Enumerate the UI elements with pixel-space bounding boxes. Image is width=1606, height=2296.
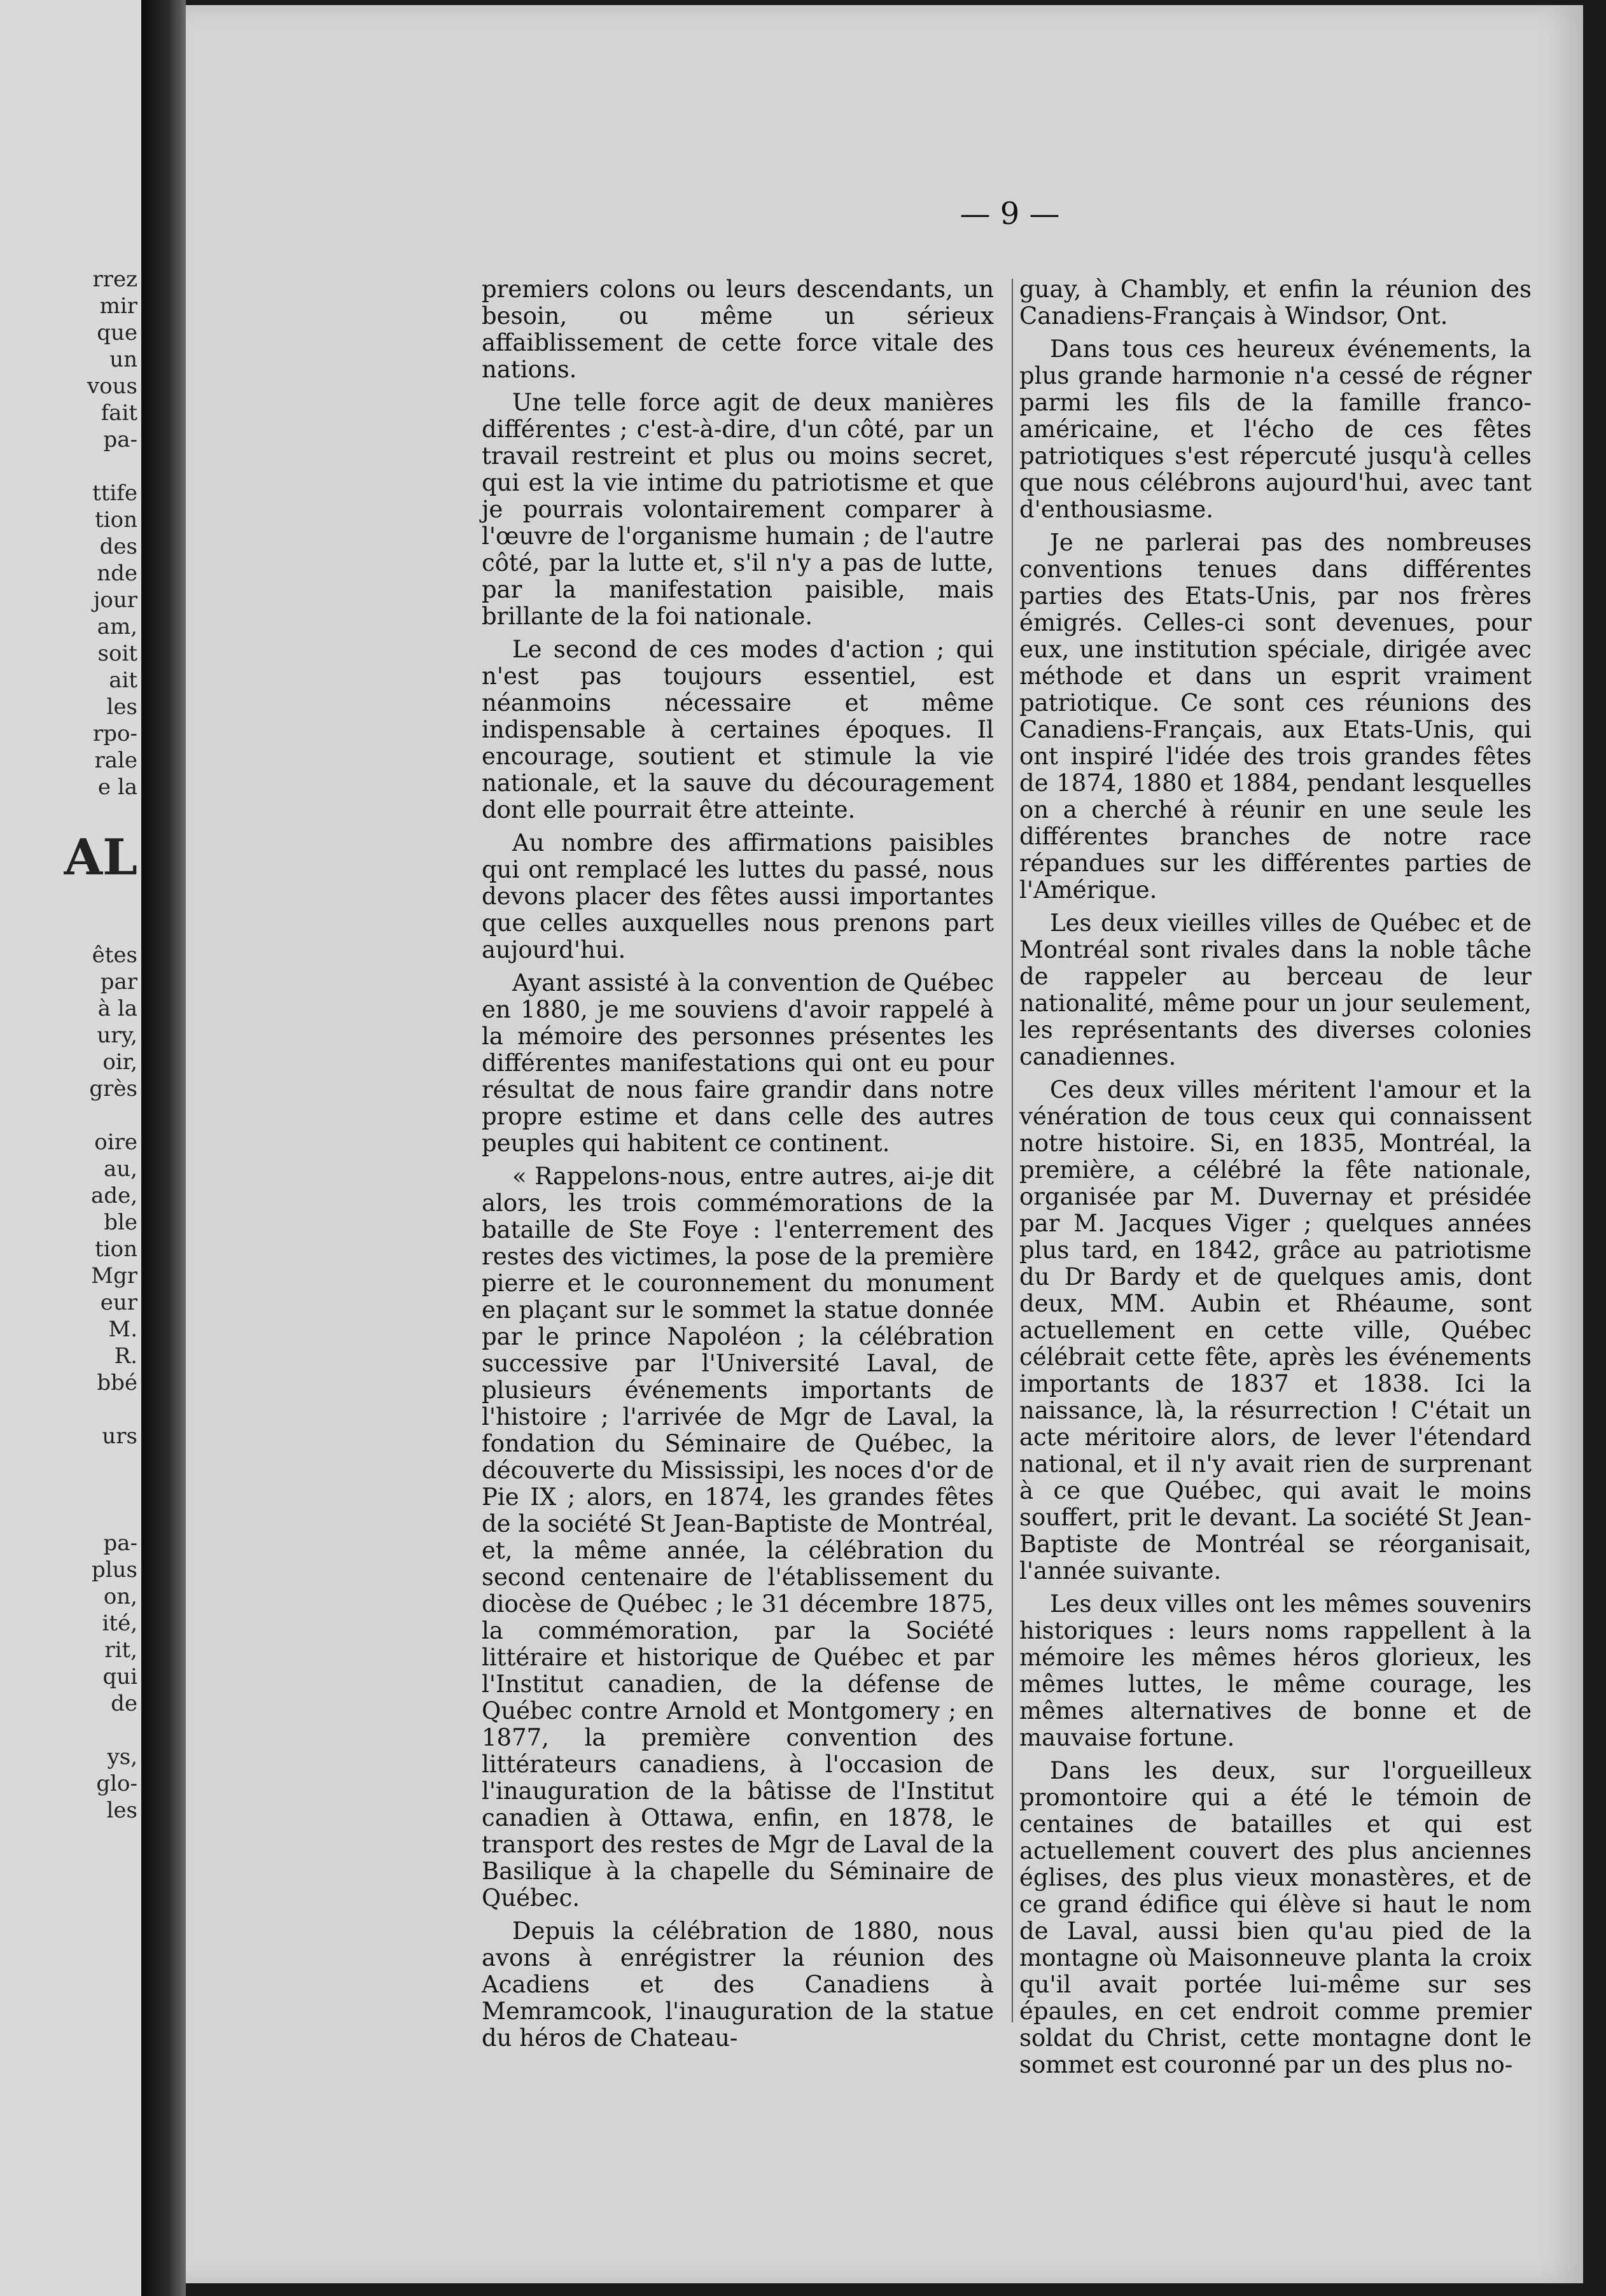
facing-page-fragment <box>4 915 137 942</box>
facing-page-fragment: oire <box>94 1130 137 1155</box>
facing-page-fragment: au, <box>104 1156 137 1182</box>
paragraph: Ayant assisté à la convention de Québec en 1880, je me souviens d'avoir rappelé à la mémoire des personnes présentes les différentes manifestations qui ont eu pour résultat de nous faire grandir dans notre propre estime et dans celle des autres peuples qui habitent ce continent. <box>482 969 994 1157</box>
facing-page-fragment: ait <box>109 668 137 693</box>
right-text-column <box>1019 276 1532 2085</box>
paragraph: premiers colons ou leurs descendants, un besoin, ou même un sérieux affaiblissement de cette force vitale des nations. <box>482 276 994 383</box>
facing-page-fragment <box>4 1396 137 1423</box>
paragraph: Le second de ces modes d'action ; qui n'est pas toujours essentiel, est néanmoins nécessaire et même indispensable à certaines époques. Il encourage, soutient et stimule la vie nationale, et la sauve du découragement dont elle pourrait être atteinte. <box>482 636 994 823</box>
facing-page-fragment: rit, <box>104 1637 137 1663</box>
left-text-column <box>482 276 994 2058</box>
facing-page-fragment: ury, <box>97 1023 137 1048</box>
paragraph: Les deux villes ont les mêmes souvenirs historiques : leurs noms rappellent à la mémoire les mêmes héros glorieux, les mêmes luttes, le même courage, les mêmes alternatives de bonne et de mauvaise fortune. <box>1019 1590 1532 1751</box>
facing-page-fragment <box>4 1503 137 1530</box>
facing-page-fragment: mir <box>99 293 137 319</box>
facing-page-fragment: par <box>100 969 137 995</box>
paragraph: Une telle force agit de deux manières différentes ; c'est-à-dire, d'un côté, par un travail restreint et plus ou moins secret, qui est la vie intime du patriotisme et que je pourrais volontairement comparer à l'œuvre de l'organisme humain ; de l'autre côté, par la lutte et, s'il n'y a pas de lutte, par la manifestation paisible, mais brillante de la foi nationale. <box>482 389 994 630</box>
facing-page-fragment: plus <box>92 1557 137 1583</box>
facing-page-fragment: am, <box>97 614 137 640</box>
paragraph: Dans les deux, sur l'orgueilleux promontoire qui a été le témoin de centaines de batailles et qui est actuellement couvert des plus anciennes églises, des plus vieux monastères, et de ce grand édifice qui élève si haut le nom de Laval, aussi bien qu'au pied de la montagne où Maisonneuve planta la croix qu'il avait portée lui-même sur ses épaules, en cet endroit comme premier soldat du Christ, cette montagne dont le sommet est couronné par un des plus no- <box>1019 1757 1532 2078</box>
page-number: — 9 — <box>960 196 1060 232</box>
facing-page-fragment: les <box>106 694 137 720</box>
facing-page-fragment <box>4 453 137 480</box>
facing-page-fragment: eur <box>100 1290 137 1315</box>
facing-page-fragment <box>4 1102 137 1129</box>
facing-page-fragment: glo- <box>96 1771 137 1796</box>
facing-page-fragment: fait <box>101 400 137 426</box>
paragraph: Dans tous ces heureux événements, la plus grande harmonie n'a cessé de régner parmi les fils de la famille franco-américaine, et l'écho de ces fêtes patriotiques s'est répercuté jusqu'à celles que nous célébrons aujourd'hui, avec tant d'enthousiasme. <box>1019 335 1532 523</box>
facing-page-fragment: rale <box>94 748 137 773</box>
paragraph: Au nombre des affirmations paisibles qui ont remplacé les luttes du passé, nous devons placer des fêtes aussi importantes que celles auxquelles nous prenons part aujourd'hui. <box>482 829 994 963</box>
facing-page-fragment: de <box>111 1691 137 1716</box>
facing-page-fragment: ble <box>104 1210 137 1235</box>
facing-page-fragment: M. <box>108 1317 137 1342</box>
facing-page-fragment: que <box>97 320 137 346</box>
facing-page-fragment: êtes <box>92 942 137 968</box>
paragraph: guay, à Chambly, et enfin la réunion des Canadiens-Français à Windsor, Ont. <box>1019 276 1532 330</box>
facing-page-fragment: AL <box>64 829 137 886</box>
facing-page-fragment: bbé <box>97 1370 137 1396</box>
facing-page-fragment: à la <box>97 996 137 1021</box>
facing-page-fragment: tion <box>95 507 137 533</box>
facing-page-fragment: urs <box>102 1424 137 1449</box>
facing-page-fragment: ade, <box>91 1183 137 1208</box>
facing-page-fragment <box>4 1717 137 1744</box>
facing-page-fragment: grès <box>89 1076 137 1102</box>
facing-page-fragment: un <box>109 347 137 372</box>
facing-page-fragment: pa- <box>103 1530 137 1556</box>
facing-page-fragment: les <box>106 1798 137 1823</box>
facing-page-fragment: R. <box>114 1343 137 1369</box>
facing-page-fragment: rpo- <box>93 721 137 746</box>
main-page <box>186 5 1583 2283</box>
facing-page-fragment: on, <box>103 1584 137 1609</box>
facing-page-fragment: ité, <box>102 1611 137 1636</box>
facing-page-fragment <box>4 801 137 827</box>
facing-page-edge <box>0 0 141 2296</box>
facing-page-fragment <box>4 1476 137 1503</box>
facing-page-fragment: e la <box>97 774 137 800</box>
facing-page-text-fragments <box>4 266 137 1824</box>
facing-page-fragment: pa- <box>103 427 137 452</box>
paragraph: Je ne parlerai pas des nombreuses conventions tenues dans différentes parties des Etats-Unis, par nos frères émigrés. Celles-ci sont devenues, pour eux, une institution spéciale, dirigée avec méthode et dans un esprit vraiment patriotique. Ce sont ces réunions des Canadiens-Français, aux Etats-Unis, qui ont inspiré l'idée des trois grandes fêtes de 1874, 1880 et 1884, pendant lesquelles on a cherché à réunir en une seule les différentes branches de notre race répandues sur les différentes parties de l'Amérique. <box>1019 529 1532 904</box>
book-gutter <box>141 0 186 2296</box>
facing-page-fragment: oir, <box>102 1049 137 1075</box>
facing-page-fragment: qui <box>102 1664 137 1690</box>
facing-page-fragment: nde <box>97 561 137 586</box>
paragraph: « Rappelons-nous, entre autres, ai-je dit alors, les trois commémorations de la bataille de Ste Foye : l'enterrement des restes des victimes, la pose de la première pierre et le couronnement du monument en plaçant sur le sommet la statue donnée par le prince Napoléon ; la célébration successive par l'Université Laval, de plusieurs événements importants de l'histoire ; l'arrivée de Mgr de Laval, la fondation du Séminaire de Québec, la découverte du Mississipi, les noces d'or de Pie IX ; alors, en 1874, les grandes fêtes de la société St Jean-Baptiste de Montréal, et, la même année, la célébration du second centenaire de l'établissement du diocèse de Québec ; le 31 décembre 1875, la commémoration, par la Société littéraire et historique de Québec et par l'Institut canadien, de la défense de Québec contre Arnold et Montgomery ; en 1877, la première convention des littérateurs canadiens, à l'occasion de l'inauguration de la bâtisse de l'Institut canadien à Ottawa, enfin, en 1878, le transport des restes de Mgr de Laval de la Basilique à la chapelle du Séminaire de Québec. <box>482 1163 994 1912</box>
facing-page-fragment: ys, <box>107 1744 137 1770</box>
facing-page-fragment: tion <box>95 1236 137 1262</box>
facing-page-fragment: soit <box>97 641 137 666</box>
facing-page-fragment: vous <box>87 374 137 399</box>
facing-page-fragment <box>4 888 137 915</box>
paragraph: Les deux vieilles villes de Québec et de Montréal sont rivales dans la noble tâche de rappeler au berceau de leur nationalité, même pour un jour seulement, les représentants des diverses colonies canadiennes. <box>1019 909 1532 1070</box>
facing-page-fragment: ttife <box>92 480 137 506</box>
facing-page-fragment: Mgr <box>91 1263 137 1289</box>
column-divider <box>1012 279 1013 2022</box>
paragraph: Depuis la célébration de 1880, nous avons à enrégistrer la réunion des Acadiens et des Canadiens à Memramcook, l'inauguration de la statue du héros de Chateau- <box>482 1917 994 2052</box>
facing-page-fragment: des <box>99 534 137 559</box>
paragraph: Ces deux villes méritent l'amour et la vénération de tous ceux qui connaissent notre histoire. Si, en 1835, Montréal, la première, a célébré la fête nationale, organisée par M. Duvernay et présidée par M. Jacques Viger ; quelques années plus tard, en 1842, grâce au patriotisme du Dr Bardy et de quelques amis, dont deux, MM. Aubin et Rhéaume, sont actuellement en cette ville, Québec célébrait cette fête, après les événements importants de 1837 et 1838. Ici la naissance, là, la résurrection ! C'était un acte méritoire alors, de lever l'étendard national, et il n'y avait rien de surprenant à ce que Québec, qui avait le moins souffert, prit le devant. La société St Jean-Baptiste de Montréal se réorganisait, l'année suivante. <box>1019 1076 1532 1585</box>
facing-page-fragment: rrez <box>92 267 137 292</box>
facing-page-fragment: jour <box>93 587 137 613</box>
facing-page-fragment <box>4 1450 137 1476</box>
